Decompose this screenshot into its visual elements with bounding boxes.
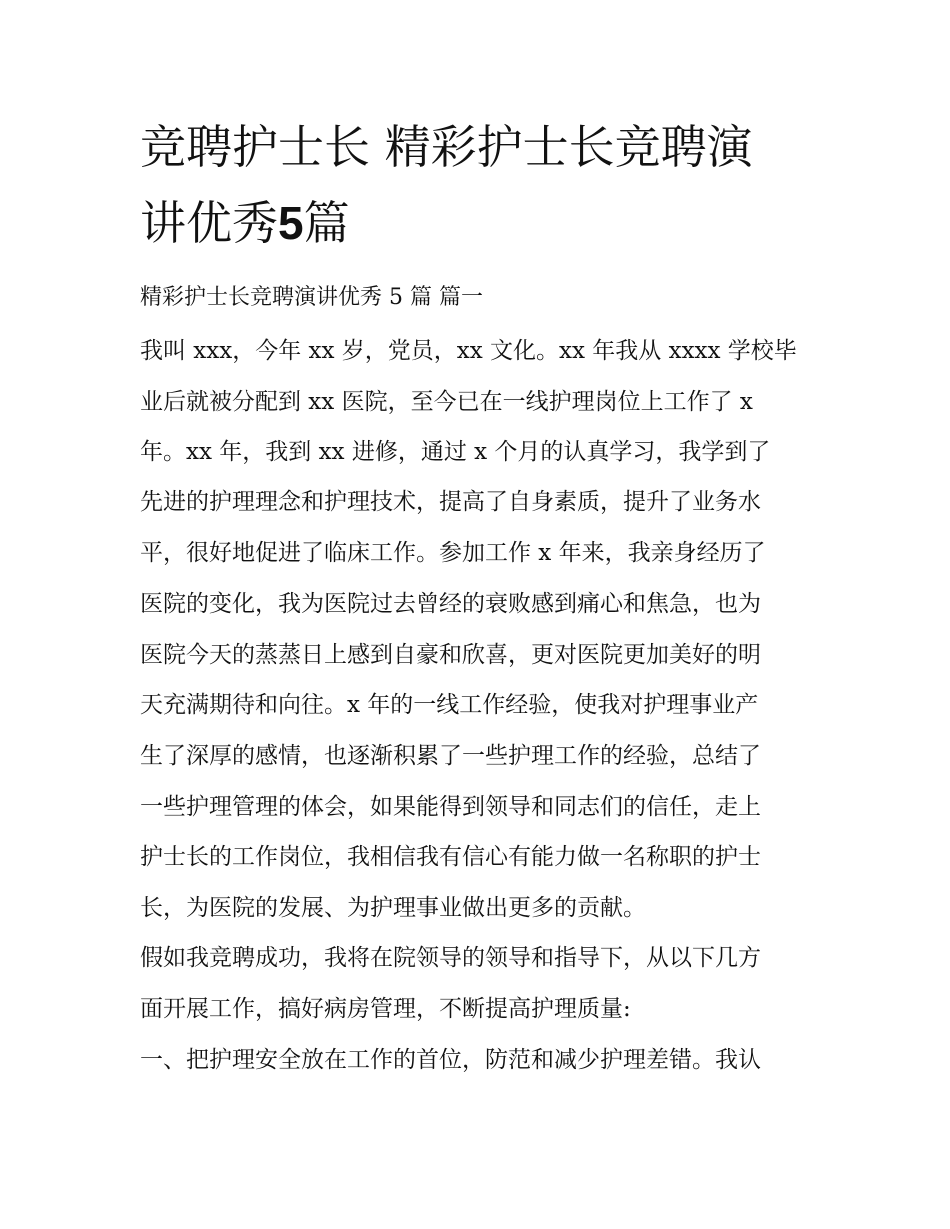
paragraph-line: 先进的护理理念和护理技术，提高了自身素质，提升了业务水 [140,489,761,515]
paragraph-line: 一、把护理安全放在工作的首位，防范和减少护理差错。我认 [140,1047,761,1073]
paragraph-line: 医院的变化，我为医院过去曾经的衰败感到痛心和焦急，也为 [140,591,761,617]
paragraph-line: 生了深厚的感情，也逐渐积累了一些护理工作的经验，总结了 [140,743,761,769]
paragraph-line: 护士长的工作岗位，我相信我有信心有能力做一名称职的护士 [140,844,761,870]
paragraph-line: 一些护理管理的体会，如果能得到领导和同志们的信任，走上 [140,794,761,820]
paragraph-line: 面开展工作，搞好病房管理，不断提高护理质量: [140,996,631,1022]
section-subheading: 精彩护士长竞聘演讲优秀 5 篇 篇一 [140,285,483,310]
paragraph-line: 年。xx 年，我到 xx 进修，通过 x 个月的认真学习，我学到了 [140,439,771,465]
paragraph-line: 假如我竞聘成功，我将在院领导的领导和指导下，从以下几方 [140,945,761,971]
paragraph-line: 我叫 xxx，今年 xx 岁，党员，xx 文化。xx 年我从 xxxx 学校毕 [140,338,797,364]
paragraph-line: 平，很好地促进了临床工作。参加工作 x 年来，我亲身经历了 [140,540,766,566]
paragraph-line: 业后就被分配到 xx 医院，至今已在一线护理岗位上工作了 x [140,389,753,415]
title-line-1: 竞聘护士长 精彩护士长竞聘演 [140,120,753,174]
title-line-2-text: 讲优秀 [140,196,278,250]
paragraph-line: 医院今天的蒸蒸日上感到自豪和欣喜，更对医院更加美好的明 [140,642,761,668]
paragraph-line: 长，为医院的发展、为护理事业做出更多的贡献。 [140,895,646,921]
paragraph-line: 天充满期待和向往。x 年的一线工作经验，使我对护理事业产 [140,692,759,718]
title-line-2-end: 篇 [303,196,350,250]
title-line-2 [140,196,350,250]
title-line-2-number: 5 [278,197,304,249]
